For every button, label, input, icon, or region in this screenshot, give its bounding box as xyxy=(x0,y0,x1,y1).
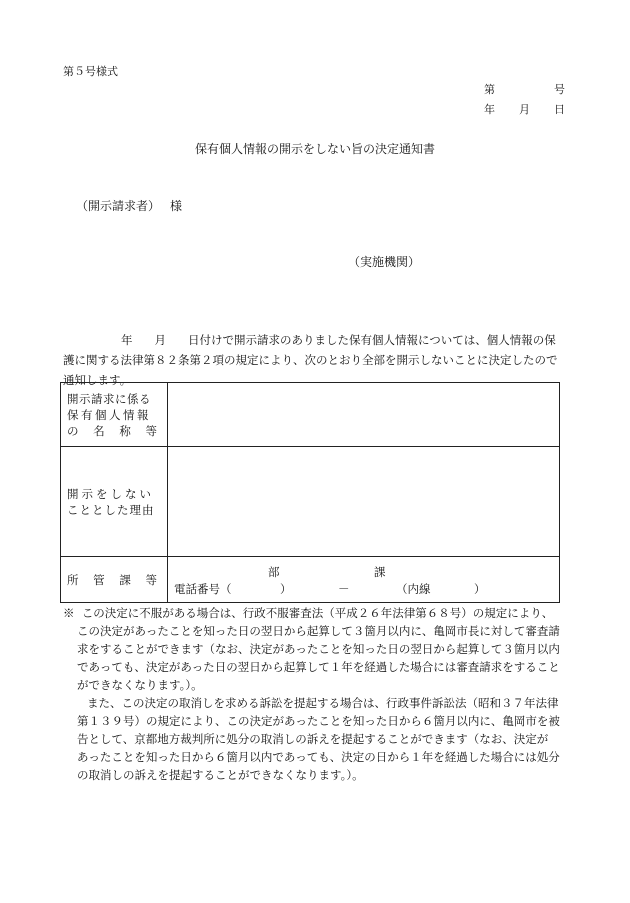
requester-label: （開示請求者） xyxy=(76,199,161,213)
body-line-3: 通知します。 xyxy=(63,373,132,387)
label-reason xyxy=(61,447,168,557)
number-suffix: 号 xyxy=(554,83,565,96)
body-month: 月 xyxy=(154,333,166,347)
note-line xyxy=(63,604,583,622)
dept-ka: 課 xyxy=(374,564,386,579)
label-department xyxy=(61,557,168,603)
department-block xyxy=(168,560,559,600)
note-line: 告として、京都地方裁判所に処分の取消しの訴えを提起することができます（なお、決定が xyxy=(77,732,549,746)
label-line: こととした理由 xyxy=(67,502,155,517)
note-line: この決定があったことを知った日の翌日から起算して３箇月以内に、亀岡市長に対して審査請 xyxy=(77,624,560,638)
agency-label: （実施機関） xyxy=(348,255,421,269)
value-department[interactable] xyxy=(168,557,560,603)
body-line-1 xyxy=(63,330,583,350)
note-line: ができなくなります。）。 xyxy=(77,678,203,692)
dept-bu: 部 xyxy=(268,564,280,579)
form-number: 第５号様式 xyxy=(63,65,118,78)
label-char: 所 xyxy=(67,572,79,587)
phone-close: ） xyxy=(280,581,292,596)
requester-honorific: 様 xyxy=(170,199,183,213)
note-line: また、この決定の取消しを求める訴訟を提起する場合は、行政事件訴訟法（昭和３７年法律 xyxy=(87,696,559,710)
date-year: 年 xyxy=(484,103,495,116)
date-day: 日 xyxy=(554,103,565,116)
note-line: あったことを知った日から６箇月以内であっても、決定の日から１年を経過した場合には処分 xyxy=(77,750,560,764)
label-char: 等 xyxy=(145,572,157,587)
body-line-2: 護に関する法律第８２条第２項の規定により、次のとおり全部を開示しないことに決定したので xyxy=(63,353,558,367)
note-line: 求をすることができます（なお、決定があったことを知った日の翌日から起算して３箇月以内 xyxy=(77,642,560,656)
value-info-name[interactable] xyxy=(168,383,560,447)
value-reason[interactable] xyxy=(168,447,560,557)
note-line: であっても、決定があった日の翌日から起算して１年を経過した場合には審査請求をすること xyxy=(77,660,560,674)
label-line: 保有個人情報 xyxy=(67,407,151,422)
info-table xyxy=(60,382,560,603)
label-char: 称 xyxy=(119,423,131,438)
label-line-spread xyxy=(67,572,157,588)
note-line: 第１３９号）の規定により、この決定があったことを知った日から６箇月以内に、亀岡市を被 xyxy=(77,714,560,728)
body-line-1-text: 日付けで開示請求のありました保有個人情報については、個人情報の保 xyxy=(188,333,556,347)
number-prefix: 第 xyxy=(484,83,495,96)
notice-body xyxy=(63,330,583,390)
note-mark: ※ xyxy=(63,606,75,620)
document-title: 保有個人情報の開示をしない旨の決定通知書 xyxy=(194,142,435,156)
table-row xyxy=(61,557,560,603)
note-text: この決定に不服がある場合は、行政不服審査法（平成２６年法律第６８号）の規定により、 xyxy=(81,606,554,620)
label-char: 管 xyxy=(93,572,105,587)
label-line: 開示をしない xyxy=(67,486,154,501)
label-info-name xyxy=(61,383,168,447)
label-line-spread xyxy=(67,423,157,439)
notes-section xyxy=(63,604,583,784)
phone-label: 電話番号（ xyxy=(174,581,232,596)
ext-close: ） xyxy=(474,581,486,596)
label-char: 名 xyxy=(93,423,105,438)
body-year: 年 xyxy=(121,333,133,347)
table-row xyxy=(61,383,560,447)
label-line: 開示請求に係る xyxy=(67,391,151,406)
phone-dash: － xyxy=(338,581,350,596)
ext-label: （内線 xyxy=(396,581,431,596)
date-month: 月 xyxy=(519,103,530,116)
note-line: の取消しの訴えを提起することができなくなります。）。 xyxy=(77,768,364,782)
label-char: 等 xyxy=(145,423,157,438)
label-char: 課 xyxy=(119,572,131,587)
label-char: の xyxy=(67,423,79,438)
table-row xyxy=(61,447,560,557)
